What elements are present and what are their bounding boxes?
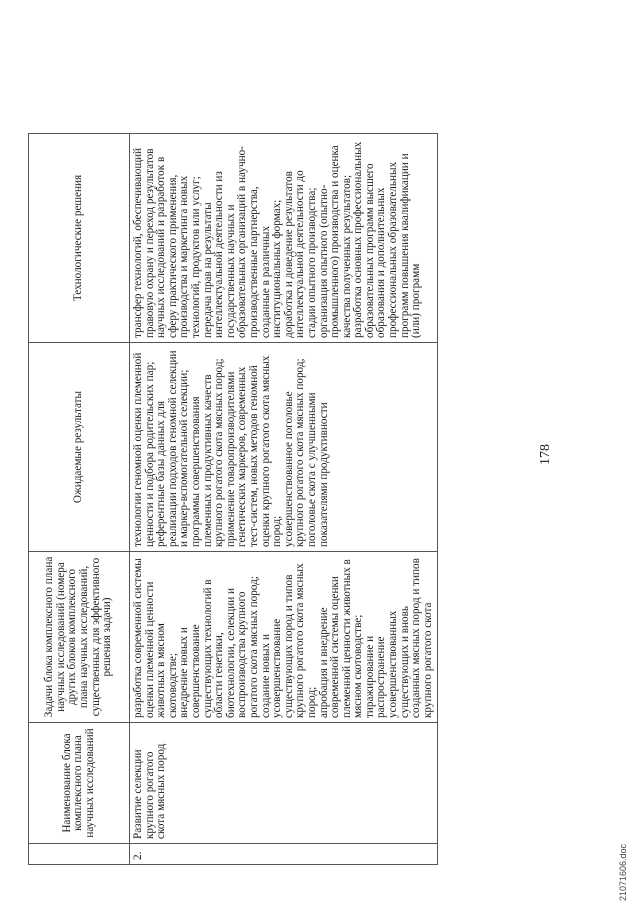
result-item: поголовье скота с улучшенными показателями продуктивности [305,392,330,547]
page-number: 178 [538,444,553,465]
header-expected-results: Ожидаемые результаты [29,343,130,552]
result-item: усовершенствованное поголовье крупного рогатого скота мясных пород; [282,358,307,547]
task-item: создание новых и усовершенствование существующих пород и типов крупного рогатого скота мясных пород; [259,563,318,718]
tech-item: трансфер технологий, обеспечивающий правовую охрану и переход результатов научных исследований и разработок в сферу практического применения, производства и маркетинга новых технологий, продуктов или услуг; [132,147,202,338]
result-item: программы совершенствования племенных и продуктивных качеств крупного рогатого скота мясных пород; [189,358,226,547]
table-row [130,134,438,865]
tasks-cell [130,552,438,723]
research-plan-table [28,133,438,865]
block-name: Развитие селекции крупного рогатого скота мясных пород [130,723,438,844]
tech-item: доработка и доведение результатов интеллектуальной деятельности до стадии опытного производства; [282,170,318,338]
task-item: апробация и внедрение современной системы оценки племенной ценности животных в мясном скотоводстве; [317,559,365,718]
task-item: разработка современной системы оценки племенной ценности животных в мясном скотоводстве; [132,558,179,718]
task-item: тиражирование и распространение усовершенствованных существующих и вновь созданных мясных пород и типов крупного рогатого скота [363,558,434,718]
result-item: применение товаропроизводителями генетических маркеров, современных тест-систем, новых методов геномной оценки крупного рогатого скота мясных пород; [224,355,284,547]
result-item: технологии геномной оценки племенной ценности и подбора родительских пар; [132,352,156,547]
tech-cell [130,134,438,343]
header-number [29,844,130,865]
header-technological-solutions: Технологические решения [29,134,130,343]
tech-item: передача прав на результаты интеллектуальной деятельности из государственных научных и образовательных организаций в научно-производственные партнерства, созданные в различных институциональных формах; [201,146,284,338]
result-item: референтные базы данных для реализации подходов геномной селекции и маркер-вспомогательной селекции; [155,350,191,547]
table-header-row [29,134,130,865]
row-number: 2. [130,844,438,865]
tech-item: организация опытного (опытно-промышленного) производства и оценка качества полученных результатов; [317,145,353,338]
header-block-tasks: Задачи блока комплексного плана научных исследований (номера других блоков комплексного плана научных исследований, существенных для эффективного решения задачи) [29,552,130,723]
task-item: внедрение новых и совершенствование существующих технологий в области генетики, биотехнологии, селекции и воспроизводства крупного рогатого скота мясных пород; [178,576,260,718]
header-block-name: Наименование блока комплексного плана научных исследований [29,723,130,844]
tech-item: разработка основных профессиональных образовательных программ высшего образования и дополнительных профессиональных образовательных программ повышения квалификации и (или) программ [352,141,423,338]
document-filename: 21071606.doc [618,843,628,901]
results-cell [130,343,438,552]
